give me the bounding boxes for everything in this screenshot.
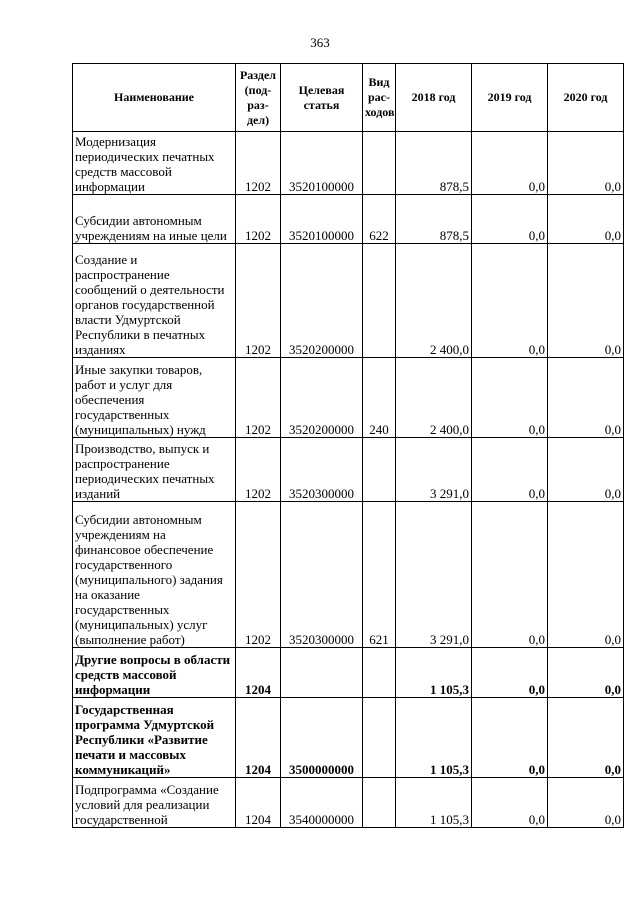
row-2018-cell: 2 400,0 <box>396 358 472 438</box>
column-header-kind: Вид рас-ходов <box>363 64 396 132</box>
row-2019-cell: 0,0 <box>472 698 548 778</box>
row-2020-cell: 0,0 <box>548 778 624 828</box>
row-target-cell: 3500000000 <box>281 698 363 778</box>
column-header-2020: 2020 год <box>548 64 624 132</box>
row-2018-cell: 878,5 <box>396 132 472 195</box>
row-section-cell: 1204 <box>236 648 281 698</box>
row-section-cell: 1202 <box>236 358 281 438</box>
row-2019-cell: 0,0 <box>472 244 548 358</box>
row-section-cell: 1202 <box>236 502 281 648</box>
row-target-cell: 3520200000 <box>281 358 363 438</box>
row-name-cell: Субсидии автономным учреждениям на иные цели <box>73 195 236 244</box>
row-kind-cell <box>363 132 396 195</box>
row-kind-cell <box>363 698 396 778</box>
page-number: 363 <box>310 35 330 50</box>
row-2018-cell: 1 105,3 <box>396 698 472 778</box>
row-kind-cell <box>363 778 396 828</box>
row-kind-cell: 622 <box>363 195 396 244</box>
row-section-cell: 1202 <box>236 438 281 502</box>
row-kind-cell <box>363 244 396 358</box>
table-row <box>73 195 624 244</box>
row-section-cell: 1204 <box>236 698 281 778</box>
row-name-cell: Другие вопросы в области средств массовой информации <box>73 648 236 698</box>
row-name-cell: Создание и распространение сообщений о деятельности органов государственной власти Удмуртской Республики в печатных изданиях <box>73 244 236 358</box>
table-row <box>73 698 624 778</box>
column-header-target: Целевая статья <box>281 64 363 132</box>
column-header-2019: 2019 год <box>472 64 548 132</box>
table-header-row <box>73 64 624 132</box>
row-target-cell <box>281 648 363 698</box>
table-row <box>73 502 624 648</box>
table-row <box>73 778 624 828</box>
row-kind-cell: 240 <box>363 358 396 438</box>
table-row <box>73 358 624 438</box>
row-2018-cell: 1 105,3 <box>396 648 472 698</box>
row-target-cell: 3520300000 <box>281 502 363 648</box>
row-2019-cell: 0,0 <box>472 502 548 648</box>
row-target-cell: 3520100000 <box>281 195 363 244</box>
row-target-cell: 3520100000 <box>281 132 363 195</box>
budget-table <box>72 63 624 828</box>
row-2018-cell: 2 400,0 <box>396 244 472 358</box>
row-2019-cell: 0,0 <box>472 132 548 195</box>
row-section-cell: 1202 <box>236 195 281 244</box>
row-section-cell: 1202 <box>236 132 281 195</box>
row-2020-cell: 0,0 <box>548 244 624 358</box>
row-2018-cell: 3 291,0 <box>396 502 472 648</box>
row-2018-cell: 1 105,3 <box>396 778 472 828</box>
row-kind-cell <box>363 648 396 698</box>
column-header-2018: 2018 год <box>396 64 472 132</box>
row-section-cell: 1202 <box>236 244 281 358</box>
row-2019-cell: 0,0 <box>472 358 548 438</box>
row-2020-cell: 0,0 <box>548 132 624 195</box>
row-name-cell: Модернизация периодических печатных средств массовой информации <box>73 132 236 195</box>
row-target-cell: 3520200000 <box>281 244 363 358</box>
table-row <box>73 132 624 195</box>
row-2019-cell: 0,0 <box>472 438 548 502</box>
row-target-cell: 3520300000 <box>281 438 363 502</box>
row-2018-cell: 3 291,0 <box>396 438 472 502</box>
row-kind-cell: 621 <box>363 502 396 648</box>
table-row <box>73 648 624 698</box>
row-2020-cell: 0,0 <box>548 195 624 244</box>
row-2020-cell: 0,0 <box>548 438 624 502</box>
row-2019-cell: 0,0 <box>472 778 548 828</box>
row-2020-cell: 0,0 <box>548 698 624 778</box>
row-name-cell: Субсидии автономным учреждениям на финансовое обеспечение государственного (муниципального) задания на оказание государственных (муниципальных) услуг (выполнение работ) <box>73 502 236 648</box>
row-2020-cell: 0,0 <box>548 648 624 698</box>
row-kind-cell <box>363 438 396 502</box>
row-target-cell: 3540000000 <box>281 778 363 828</box>
row-2019-cell: 0,0 <box>472 648 548 698</box>
table-row <box>73 438 624 502</box>
row-2020-cell: 0,0 <box>548 502 624 648</box>
column-header-section: Раздел (под-раз-дел) <box>236 64 281 132</box>
row-name-cell: Подпрограмма «Создание условий для реализации государственной <box>73 778 236 828</box>
row-section-cell: 1204 <box>236 778 281 828</box>
row-2018-cell: 878,5 <box>396 195 472 244</box>
row-name-cell: Производство, выпуск и распространение периодических печатных изданий <box>73 438 236 502</box>
row-name-cell: Иные закупки товаров, работ и услуг для обеспечения государственных (муниципальных) нужд <box>73 358 236 438</box>
row-2020-cell: 0,0 <box>548 358 624 438</box>
row-2019-cell: 0,0 <box>472 195 548 244</box>
column-header-name: Наименование <box>73 64 236 132</box>
table-row <box>73 244 624 358</box>
row-name-cell: Государственная программа Удмуртской Республики «Развитие печати и массовых коммуникаций» <box>73 698 236 778</box>
